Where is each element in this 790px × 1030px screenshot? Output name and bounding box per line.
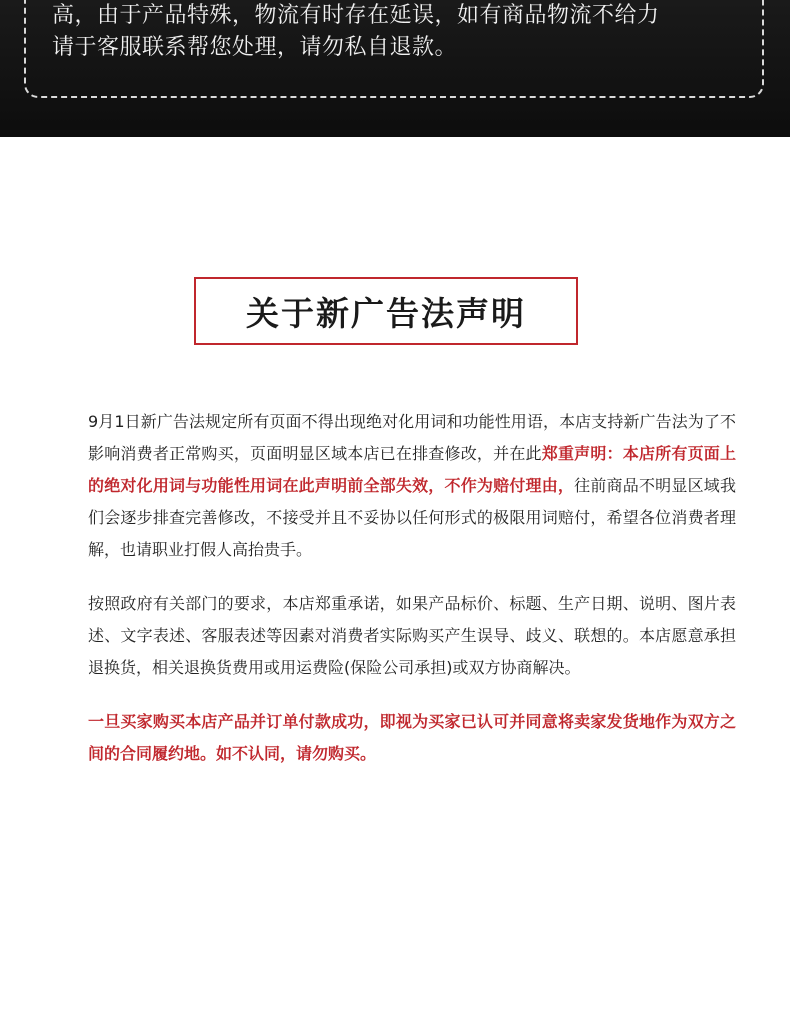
banner-line-1: 高，由于产品特殊，物流有时存在延误，如有商品物流不给力 [52, 3, 660, 28]
top-banner [0, 0, 790, 137]
statement-content [56, 406, 736, 770]
paragraph-ad-law-highlight: 郑重声明：本店所有页面上的绝对化用词与功能性用词在此声明前全部失效，不作为赔付理由， [88, 444, 736, 495]
paragraph-commitment: 按照政府有关部门的要求，本店郑重承诺，如果产品标价、标题、生产日期、说明、图片表述、文字表述、客服表述等因素对消费者实际购买产生误导、歧义、联想的。本店愿意承担退换货，相关退换货费用或用运费险(保险公司承担)或双方协商解决。 [88, 594, 736, 677]
paragraph-contract-place: 一旦买家购买本店产品并订单付款成功，即视为买家已认可并同意将卖家发货地作为双方之间的合同履约地。如不认同，请勿购买。 [88, 712, 736, 763]
paragraph-ad-law-part1: 9月1日新广告法规定所有页面不得出现绝对化用词和功能性用语，本店支持新广告法为了不影响消费者正常购买，页面明显区域本店已在排查修改，并在此 [88, 412, 736, 463]
paragraph-ad-law-part3: 往前商品不明显区域我们会逐步排查完善修改，不接受并且不妥协以任何形式的极限用词赔付，希望各位消费者理解，也请职业打假人高抬贵手。 [88, 476, 736, 559]
paragraph-ad-law [56, 406, 736, 566]
banner-line-2: 请于客服联系帮您处理，请勿私自退款。 [52, 35, 458, 60]
banner-notice-text [52, 0, 752, 64]
title-box [194, 277, 578, 345]
page-title: 关于新广告法声明 [246, 293, 526, 333]
